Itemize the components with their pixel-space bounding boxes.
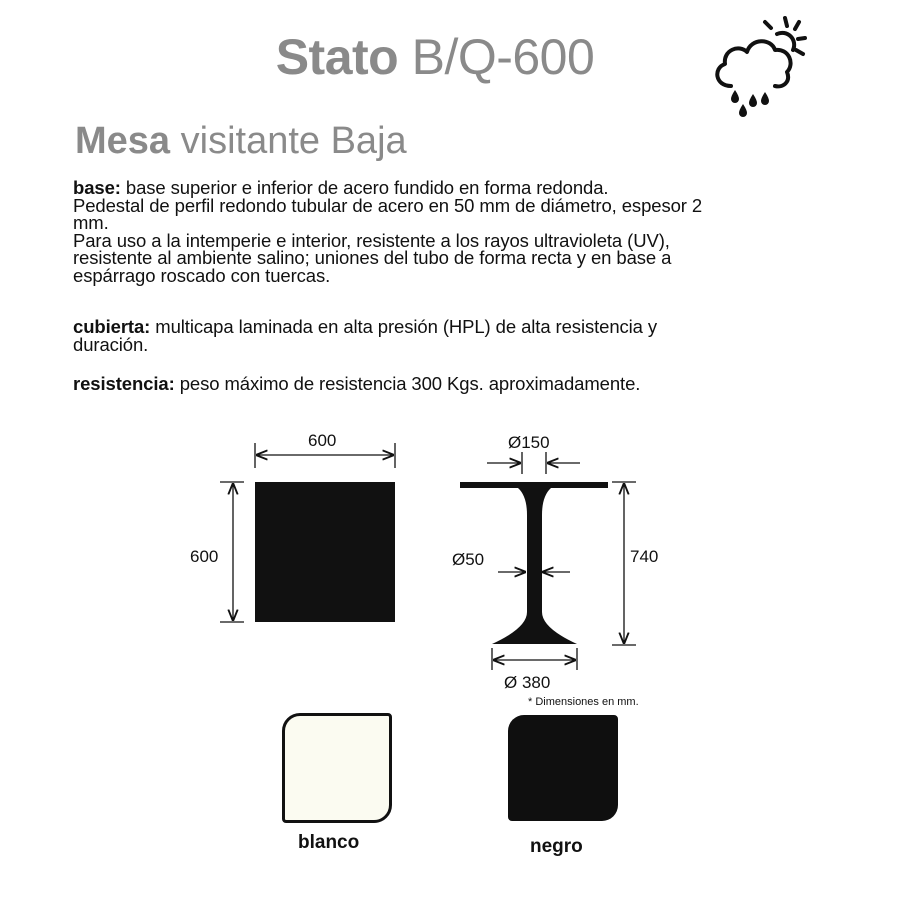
- pedestal: [492, 488, 577, 644]
- subtitle-bold: Mesa: [75, 120, 171, 162]
- cloud-sun-rain-icon: [705, 12, 815, 117]
- spec-base-line: Para uso a la intemperie e interior, resistente a los rayos ultravioleta (UV),: [73, 229, 670, 251]
- spec-cubierta-line: duración.: [73, 333, 149, 355]
- column-diameter-label: Ø50: [452, 550, 485, 569]
- spec-resistencia-text: peso máximo de resistencia 300 Kgs. aproximadamente.: [179, 373, 641, 394]
- top-diameter-label: Ø150: [508, 433, 550, 452]
- finish-label-negro: negro: [530, 836, 583, 857]
- finish-swatch-negro: [508, 715, 618, 821]
- table-top-plan: [255, 482, 395, 622]
- top-width-label: 600: [308, 431, 337, 450]
- subtitle-rest: visitante Baja: [180, 120, 407, 162]
- spec-cubierta-key: cubierta:: [73, 316, 151, 337]
- finish-label-blanco: blanco: [298, 832, 360, 853]
- spec-cubierta: [73, 318, 843, 353]
- dimensions-note: * Dimensiones en mm.: [528, 696, 639, 708]
- base-diameter-label: Ø 380: [504, 673, 551, 692]
- spec-cubierta-line: multicapa laminada en alta presión (HPL) de alta resistencia y: [155, 316, 658, 337]
- product-subtitle: [75, 120, 407, 163]
- product-title-bold: Stato: [275, 29, 399, 85]
- table-top-side: [460, 482, 608, 488]
- spec-base-key: base:: [73, 177, 121, 198]
- finish-swatch-blanco: [282, 713, 392, 823]
- product-title-model: B/Q-600: [411, 29, 595, 85]
- spec-base: [73, 179, 843, 284]
- top-depth-label: 600: [190, 547, 219, 566]
- spec-resistencia-key: resistencia:: [73, 373, 175, 394]
- dimension-drawing: [180, 425, 700, 715]
- spec-base-line: espárrago roscado con tuercas.: [73, 264, 331, 286]
- spec-resistencia: [73, 375, 843, 393]
- spec-base-line: base superior e inferior de acero fundido en forma redonda.: [125, 177, 609, 198]
- spec-base-line: mm.: [73, 212, 109, 233]
- spec-base-line: resistente al ambiente salino; uniones del tubo de forma recta y en base a: [73, 247, 672, 268]
- spec-base-line: Pedestal de perfil redondo tubular de acero en 50 mm de diámetro, espesor 2: [73, 194, 703, 216]
- height-label: 740: [630, 547, 659, 566]
